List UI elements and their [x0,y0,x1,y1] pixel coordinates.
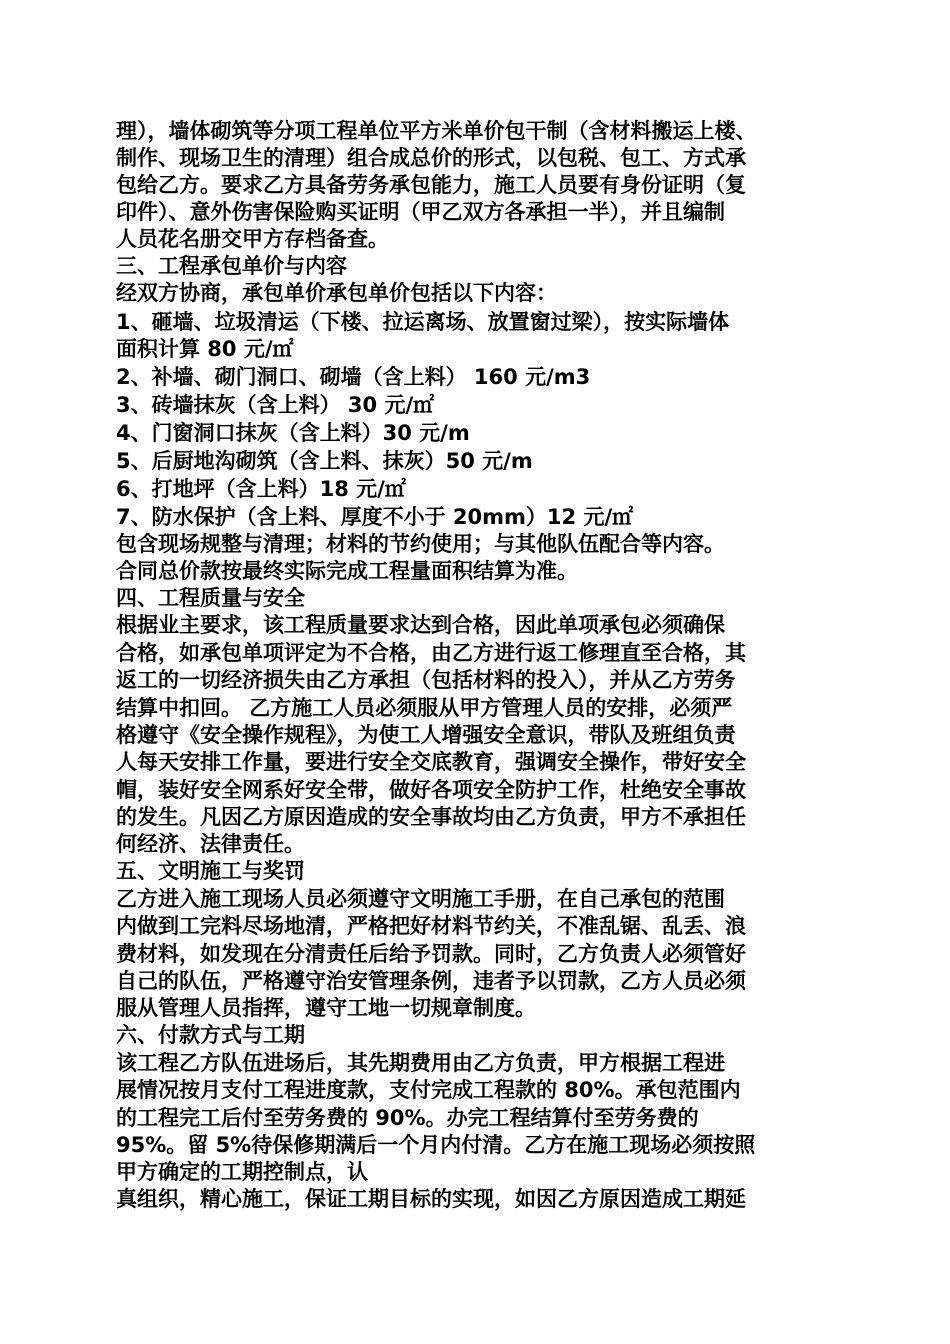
text-line: 面积计算 80 元/㎡ [116,337,294,361]
text-line: 的发生。凡因乙方原因造成的安全事故均由乙方负责，甲方不承担任 [116,805,746,829]
text-line: 95%。留 5%待保修期满后一个月内付清。乙方在施工现场必须按照 [116,1133,756,1157]
text-line: 包含现场规整与清理；材料的节约使用；与其他队伍配合等内容。 [116,532,725,556]
text-line: 返工的一切经济损失由乙方承担（包括材料的投入），并从乙方劳务 [116,668,736,692]
text-line: 印件）、意外伤害保险购买证明（甲乙双方各承担一半），并且编制 [116,200,725,224]
text-line: 结算中扣回。 乙方施工人员必须服从甲方管理人员的安排，必须严 [116,696,733,720]
text-line: 包给乙方。要求乙方具备劳务承包能力，施工人员要有身份证明（复 [116,173,746,197]
list-item: 1、砸墙、垃圾清运（下楼、拉运离场、放置窗过梁），按实际墙体 [116,310,730,334]
list-item: 3、砖墙抹灰（含上料） 30 元/㎡ [116,393,435,417]
list-item: 4、门窗洞口抹灰（含上料）30 元/m [116,421,470,445]
text-line: 帽，装好安全网系好安全带，做好各项安全防护工作，杜绝安全事故 [116,778,746,802]
text-line: 制作、现场卫生的清理）组合成总价的形式，以包税、包工、方式承 [116,146,746,170]
text-line: 甲方确定的工期控制点，认 [116,1160,368,1184]
list-item: 6、打地坪（含上料）18 元/㎡ [116,477,406,501]
list-item: 5、后厨地沟砌筑（含上料、抹灰）50 元/m [116,449,533,473]
text-line: 格遵守《安全操作规程》，为使工人增强安全意识，带队及班组负责 [116,723,736,747]
text-line: 该工程乙方队伍进场后，其先期费用由乙方负责，甲方根据工程进 [116,1051,725,1075]
text-line: 合同总价款按最终实际完成工程量面积结算为准。 [116,559,578,583]
text-line: 真组织，精心施工，保证工期目标的实现，如因乙方原因造成工期延 [116,1187,746,1211]
text-line: 合格，如承包单项评定为不合格，由乙方进行返工修理直至合格，其 [116,641,746,665]
text-line: 费材料，如发现在分清责任后给予罚款。同时，乙方负责人必须管好 [116,942,746,966]
section-heading: 六、付款方式与工期 [116,1023,305,1047]
list-item: 7、防水保护（含上料、厚度不小于 20mm）12 元/㎡ [116,505,634,529]
text-line: 展情况按月支付工程进度款，支付完成工程款的 80%。承包范围内 [116,1078,741,1102]
text-line: 内做到工完料尽场地清，严格把好材料节约关，不准乱锯、乱丢、浪 [116,914,746,938]
text-line: 服从管理人员指挥，遵守工地一切规章制度。 [116,996,536,1020]
list-item: 2、补墙、砌门洞口、砌墙（含上料） 160 元/m3 [116,365,591,389]
text-line: 理），墙体砌筑等分项工程单位平方米单价包干制（含材料搬运上楼、 [116,119,757,143]
text-line: 乙方进入施工现场人员必须遵守文明施工手册，在自己承包的范围 [116,887,725,911]
section-heading: 四、工程质量与安全 [116,586,305,610]
text-line: 根据业主要求，该工程质量要求达到合格，因此单项承包必须确保 [116,613,725,637]
section-heading: 三、工程承包单价与内容 [116,254,347,278]
text-line: 经双方协商，承包单价承包单价包括以下内容： [116,281,557,305]
section-heading: 五、文明施工与奖罚 [116,859,305,883]
text-line: 自己的队伍，严格遵守治安管理条例，违者予以罚款，乙方人员必须 [116,969,746,993]
text-line: 人员花名册交甲方存档备查。 [116,227,389,251]
text-line: 人每天安排工作量，要进行安全交底教育，强调安全操作，带好安全 [116,750,746,774]
text-line: 何经济、法律责任。 [116,832,305,856]
text-line: 的工程完工后付至劳务费的 90%。办完工程结算付至劳务费的 [116,1106,699,1130]
